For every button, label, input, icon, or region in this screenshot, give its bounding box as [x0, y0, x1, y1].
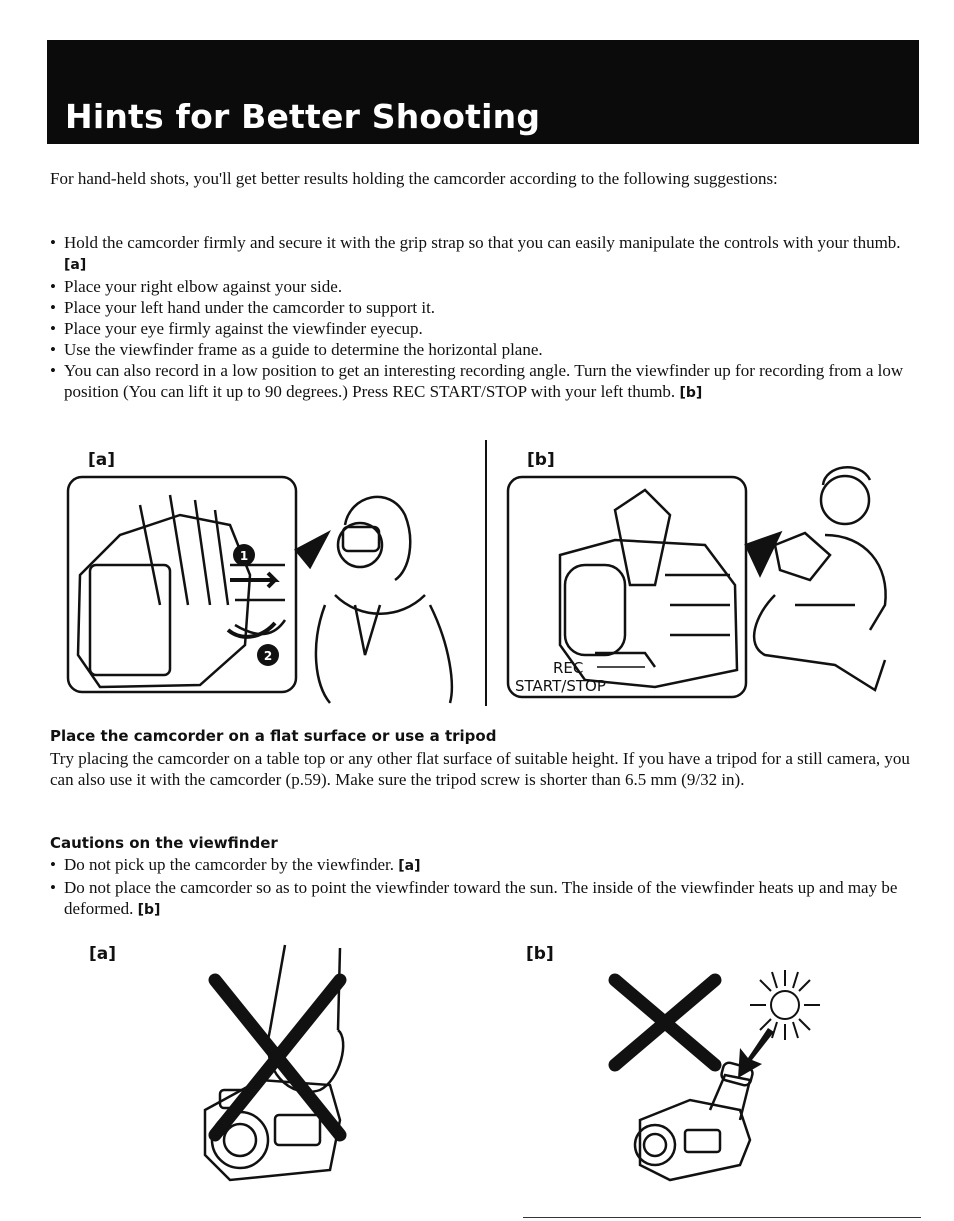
- figure-ref: [a]: [64, 257, 87, 273]
- figure-do-not-lift-by-viewfinder: [190, 940, 370, 1190]
- footer-rule: [523, 1217, 921, 1218]
- figure-low-position-illustration: [505, 455, 900, 710]
- rec-label: REC: [553, 659, 584, 677]
- figure-ref: [b]: [137, 902, 161, 918]
- cautions-heading: Cautions on the viewfinder: [50, 834, 278, 852]
- title-banner: [47, 40, 919, 144]
- tripod-body: Try placing the camcorder on a table top or any other flat surface of suitable height. If you have a tripod for a still camera, you can also use it with the camcorder (p.59). Make sure the tripod screw is shorter than 6.5 mm (9/32 in).: [50, 749, 910, 789]
- figure-do-not-point-at-sun: [600, 960, 840, 1190]
- list-item: • Use the viewfinder frame as a guide to determine the horizontal plane.: [50, 339, 910, 360]
- step-2-badge: 2: [263, 649, 273, 663]
- figure-ref: [b]: [679, 385, 703, 401]
- figure-grip-hold-illustration: [60, 455, 480, 710]
- figure-label-a: [a]: [88, 450, 116, 470]
- start-stop-label: START/STOP: [515, 677, 606, 695]
- figure-label-bottom-a: [a]: [89, 944, 117, 964]
- intro-paragraph: For hand-held shots, you'll get better results holding the camcorder according to the following suggestions:: [50, 169, 778, 188]
- figure-label-b: [b]: [527, 450, 555, 470]
- cautions-list: [50, 854, 910, 921]
- holding-tips-list: [50, 232, 910, 404]
- list-item: • You can also record in a low position to get an interesting recording angle. Turn the viewfinder up for recording from a low position (You can lift it up to 90 degrees.) Press REC START/STOP with your left thumb. [b]: [50, 360, 910, 404]
- list-item: • Do not place the camcorder so as to point the viewfinder toward the sun. The inside of the viewfinder heats up and may be deformed. [b]: [50, 877, 910, 921]
- list-item: • Do not pick up the camcorder by the viewfinder. [a]: [50, 854, 910, 877]
- page-title: Hints for Better Shooting: [65, 97, 541, 136]
- list-item: • Place your right elbow against your side.: [50, 276, 910, 297]
- list-item: • Hold the camcorder firmly and secure it with the grip strap so that you can easily manipulate the controls with your thumb. [a]: [50, 232, 910, 276]
- figure-divider: [485, 440, 487, 706]
- tripod-heading: Place the camcorder on a flat surface or use a tripod: [50, 727, 497, 745]
- list-item: • Place your eye firmly against the viewfinder eyecup.: [50, 318, 910, 339]
- list-item: • Place your left hand under the camcorder to support it.: [50, 297, 910, 318]
- step-1-badge: 1: [239, 549, 249, 563]
- figure-ref: [a]: [398, 858, 421, 874]
- figure-label-bottom-b: [b]: [526, 944, 554, 964]
